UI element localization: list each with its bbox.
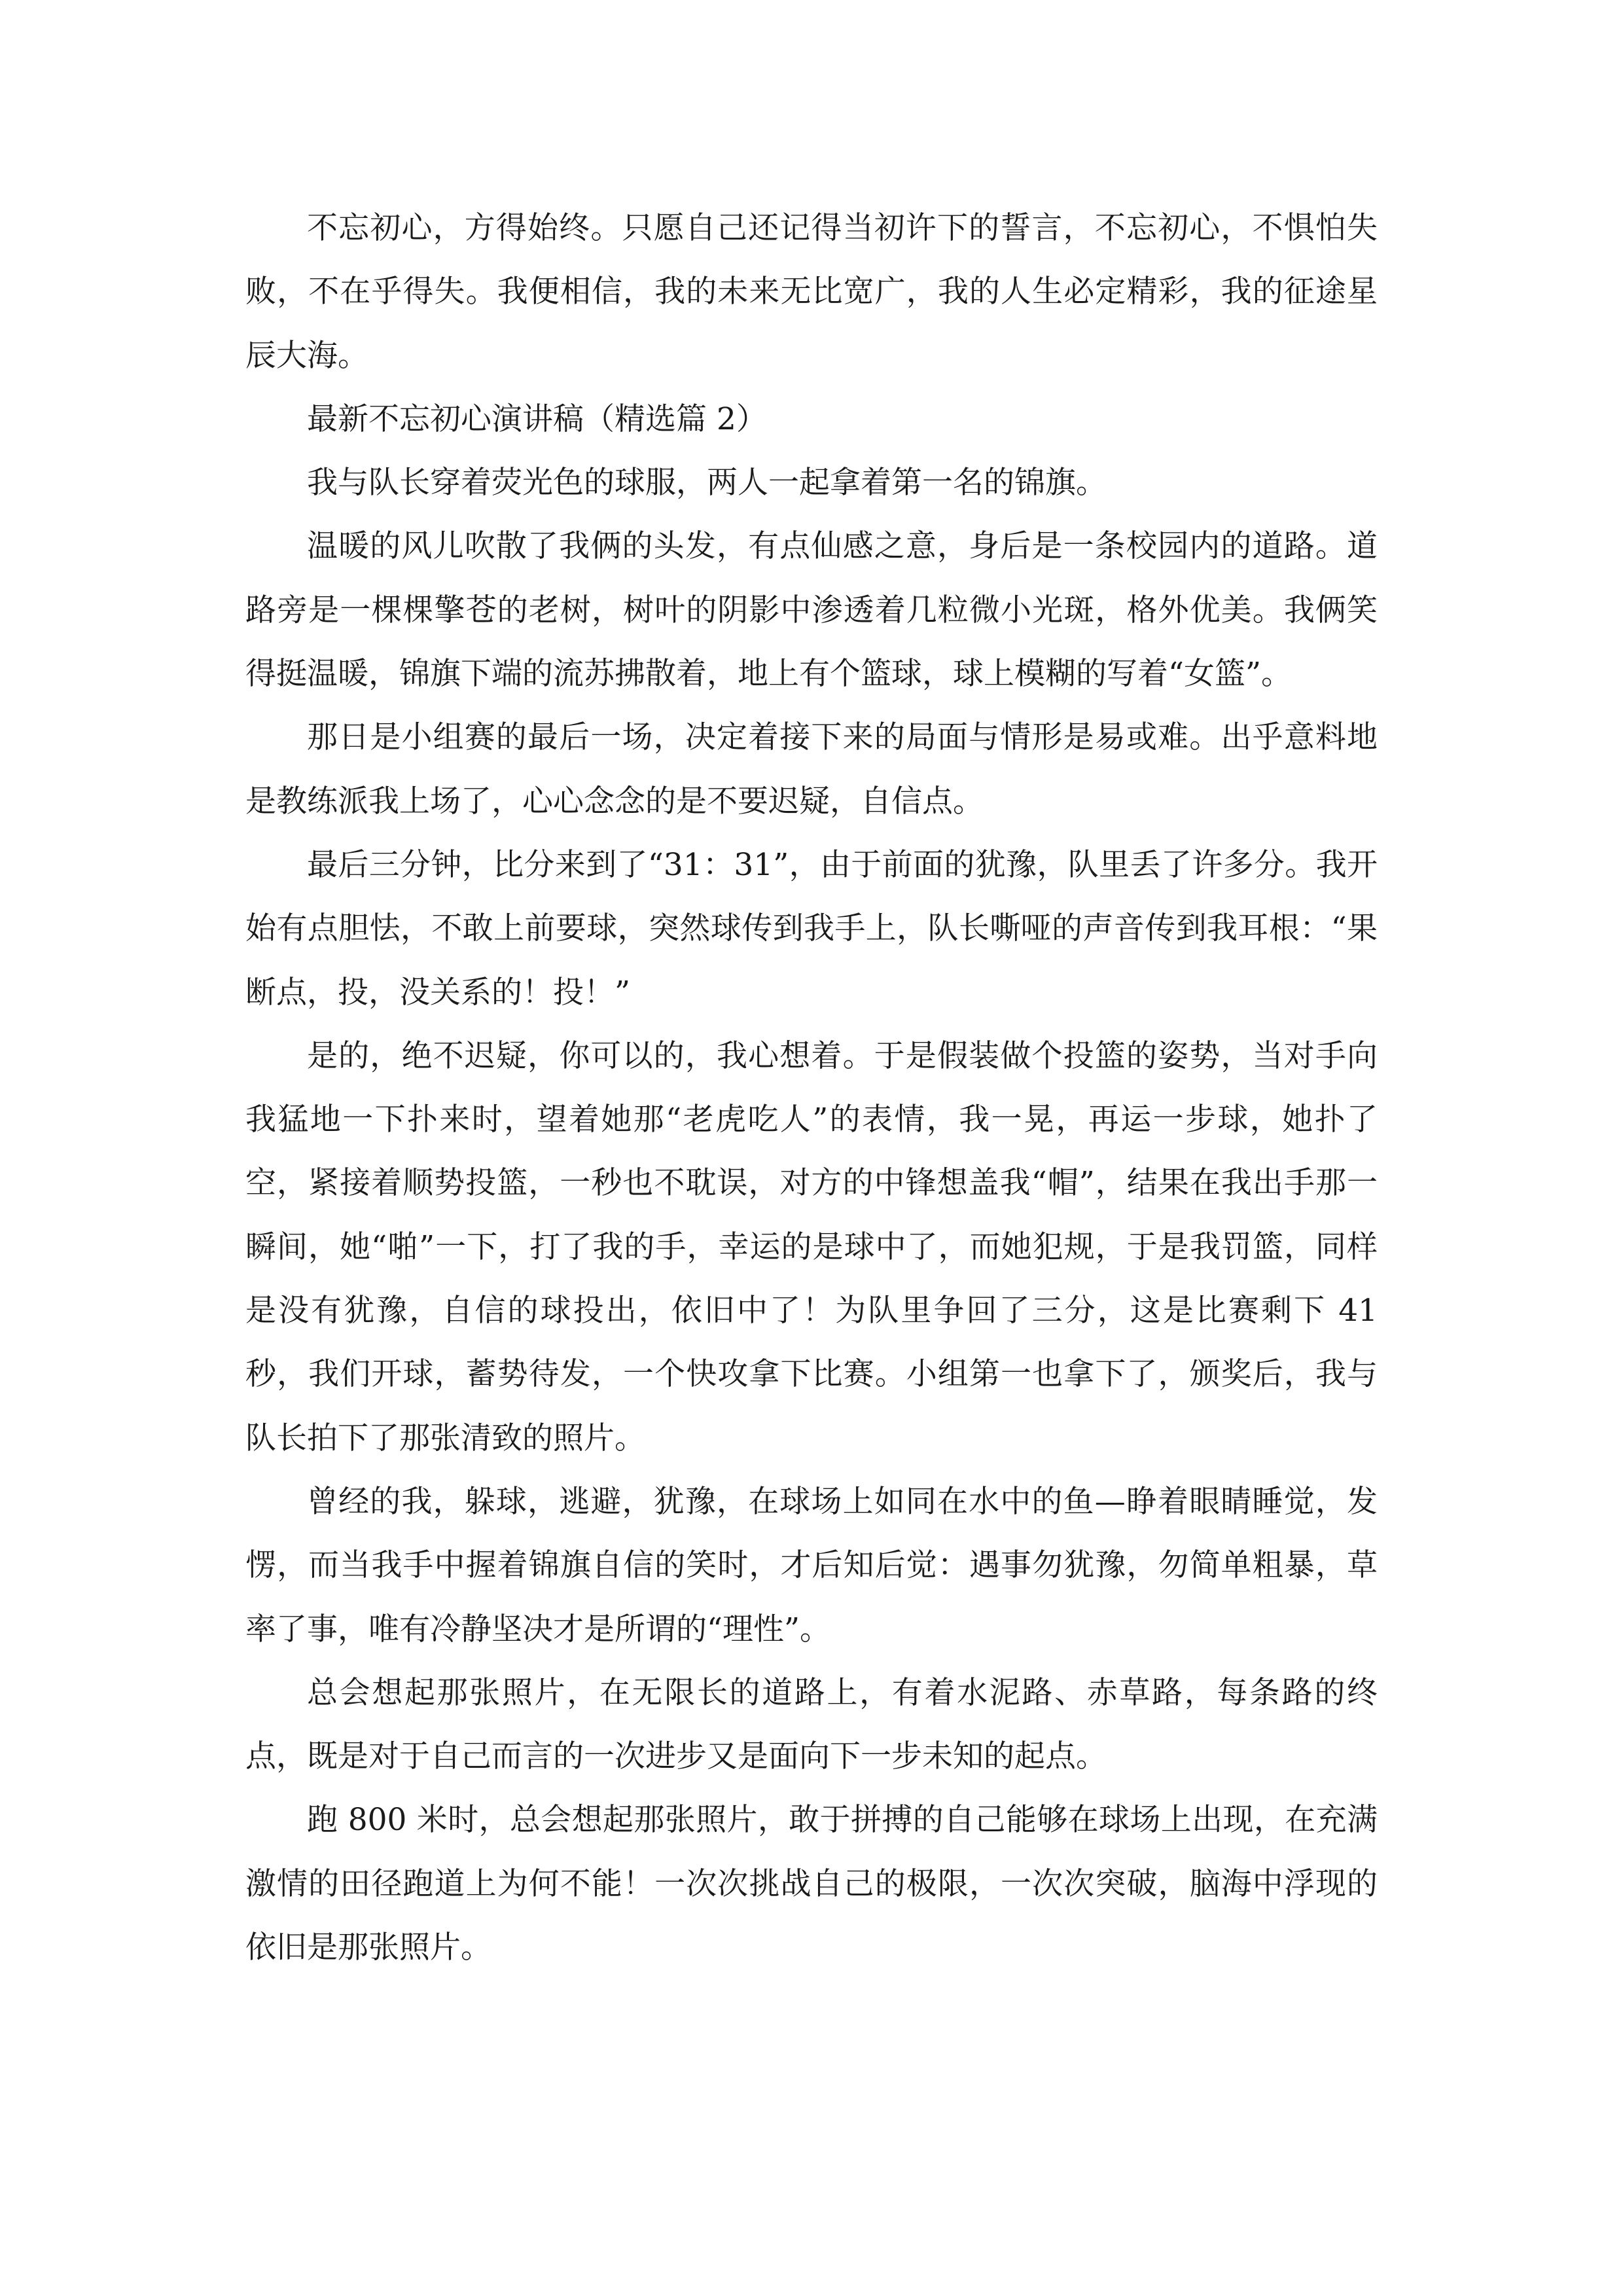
paragraph-7: 曾经的我，躲球，逃避，犹豫，在球场上如同在水中的鱼—睁着眼睛睡觉，发愣，而当我手中握着锦旗自信的笑时，才后知后觉：遇事勿犹豫，勿简单粗暴，草率了事，唯有冷静坚决才是所谓的“理性”。 bbox=[245, 1483, 1378, 1647]
document-body bbox=[245, 196, 1378, 1979]
section-heading: 最新不忘初心演讲稿（精选篇 2） bbox=[307, 401, 767, 437]
paragraph-6: 是的，绝不迟疑，你可以的，我心想着。于是假装做个投篮的姿势，当对手向我猛地一下扑来时，望着她那“老虎吃人”的表情，我一晃，再运一步球，她扑了空，紧接着顺势投篮，一秒也不耽误，对方的中锋想盖我“帽”，结果在我出手那一瞬间，她“啪”一下，打了我的手，幸运的是球中了，而她犯规，于是我罚篮，同样是没有犹豫，自信的球投出，依旧中了！为队里争回了三分，这是比赛剩下 41 秒，我们开球，蓄势待发，一个快攻拿下比赛。小组第一也拿下了，颁奖后，我与队长拍下了那张清致的照片。 bbox=[245, 1037, 1378, 1456]
paragraph-3: 温暖的风儿吹散了我俩的头发，有点仙感之意，身后是一条校园内的道路。道路旁是一棵棵擎苍的老树，树叶的阴影中渗透着几粒微小光斑，格外优美。我俩笑得挺温暖，锦旗下端的流苏拂散着，地上有个篮球，球上模糊的写着“女篮”。 bbox=[245, 528, 1378, 692]
paragraph-5: 最后三分钟，比分来到了“31：31”，由于前面的犹豫，队里丢了许多分。我开始有点胆怯，不敢上前要球，突然球传到我手上，队长嘶哑的声音传到我耳根：“果断点，投，没关系的！投！” bbox=[245, 846, 1378, 1011]
paragraph-2: 我与队长穿着荧光色的球服，两人一起拿着第一名的锦旗。 bbox=[307, 465, 1107, 501]
paragraph-9: 跑 800 米时，总会想起那张照片，敢于拼搏的自己能够在球场上出现，在充满激情的田径跑道上为何不能！一次次挑战自己的极限，一次次突破，脑海中浮现的依旧是那张照片。 bbox=[245, 1802, 1378, 1966]
paragraph-4: 那日是小组赛的最后一场，决定着接下来的局面与情形是易或难。出乎意料地是教练派我上场了，心心念念的是不要迟疑，自信点。 bbox=[245, 719, 1378, 819]
paragraph-8: 总会想起那张照片，在无限长的道路上，有着水泥路、赤草路，每条路的终点，既是对于自己而言的一次进步又是面向下一步未知的起点。 bbox=[245, 1674, 1378, 1775]
paragraph-1: 不忘初心，方得始终。只愿自己还记得当初许下的誓言，不忘初心，不惧怕失败，不在乎得失。我便相信，我的未来无比宽广，我的人生必定精彩，我的征途星辰大海。 bbox=[245, 210, 1378, 374]
